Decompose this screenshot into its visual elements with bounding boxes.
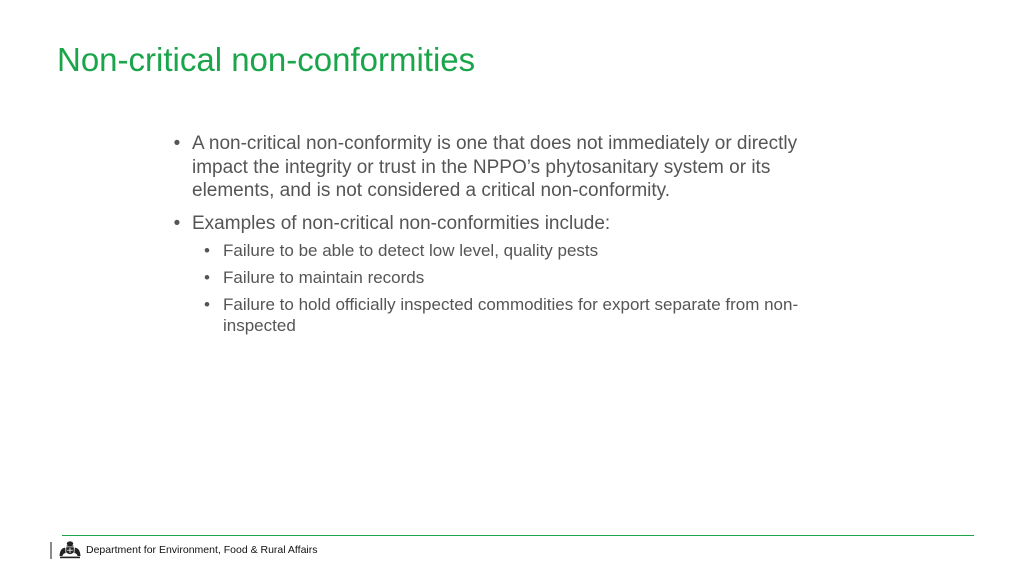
bullet-text: A non-critical non-conformity is one that does not immediately or directly impact the integrity or trust in the NPPO’s phytosanitary system or its elements, and is not considered a critical non-conformity. [192, 133, 798, 201]
sub-bullet-text: Failure to maintain records [223, 268, 425, 287]
organisation-name: Department for Environment, Food & Rural Affairs [86, 544, 318, 556]
bullet-item [170, 212, 830, 337]
bullet-list [170, 132, 830, 336]
slide-body [170, 132, 830, 345]
footer-divider [50, 542, 52, 559]
sub-bullet-text: Failure to be able to detect low level, quality pests [223, 241, 599, 260]
sub-bullet-text: Failure to hold officially inspected commodities for export separate from non-inspected [223, 295, 799, 335]
sub-bullet-item [170, 267, 830, 288]
bullet-marker: • [204, 241, 210, 260]
sub-bullet-item [170, 240, 830, 261]
sub-bullet-item [170, 294, 830, 336]
bullet-marker: • [173, 133, 181, 154]
royal-crest-icon [58, 541, 82, 559]
footer [50, 541, 318, 559]
bullet-item [170, 132, 830, 203]
bullet-text: Examples of non-critical non-conformities include: [192, 212, 611, 234]
bullet-marker: • [204, 268, 210, 287]
slide-title: Non-critical non-conformities [57, 41, 476, 78]
bullet-marker: • [204, 295, 210, 314]
footer-rule [62, 535, 974, 536]
bullet-marker: • [173, 212, 181, 234]
sub-bullet-list [170, 240, 830, 336]
